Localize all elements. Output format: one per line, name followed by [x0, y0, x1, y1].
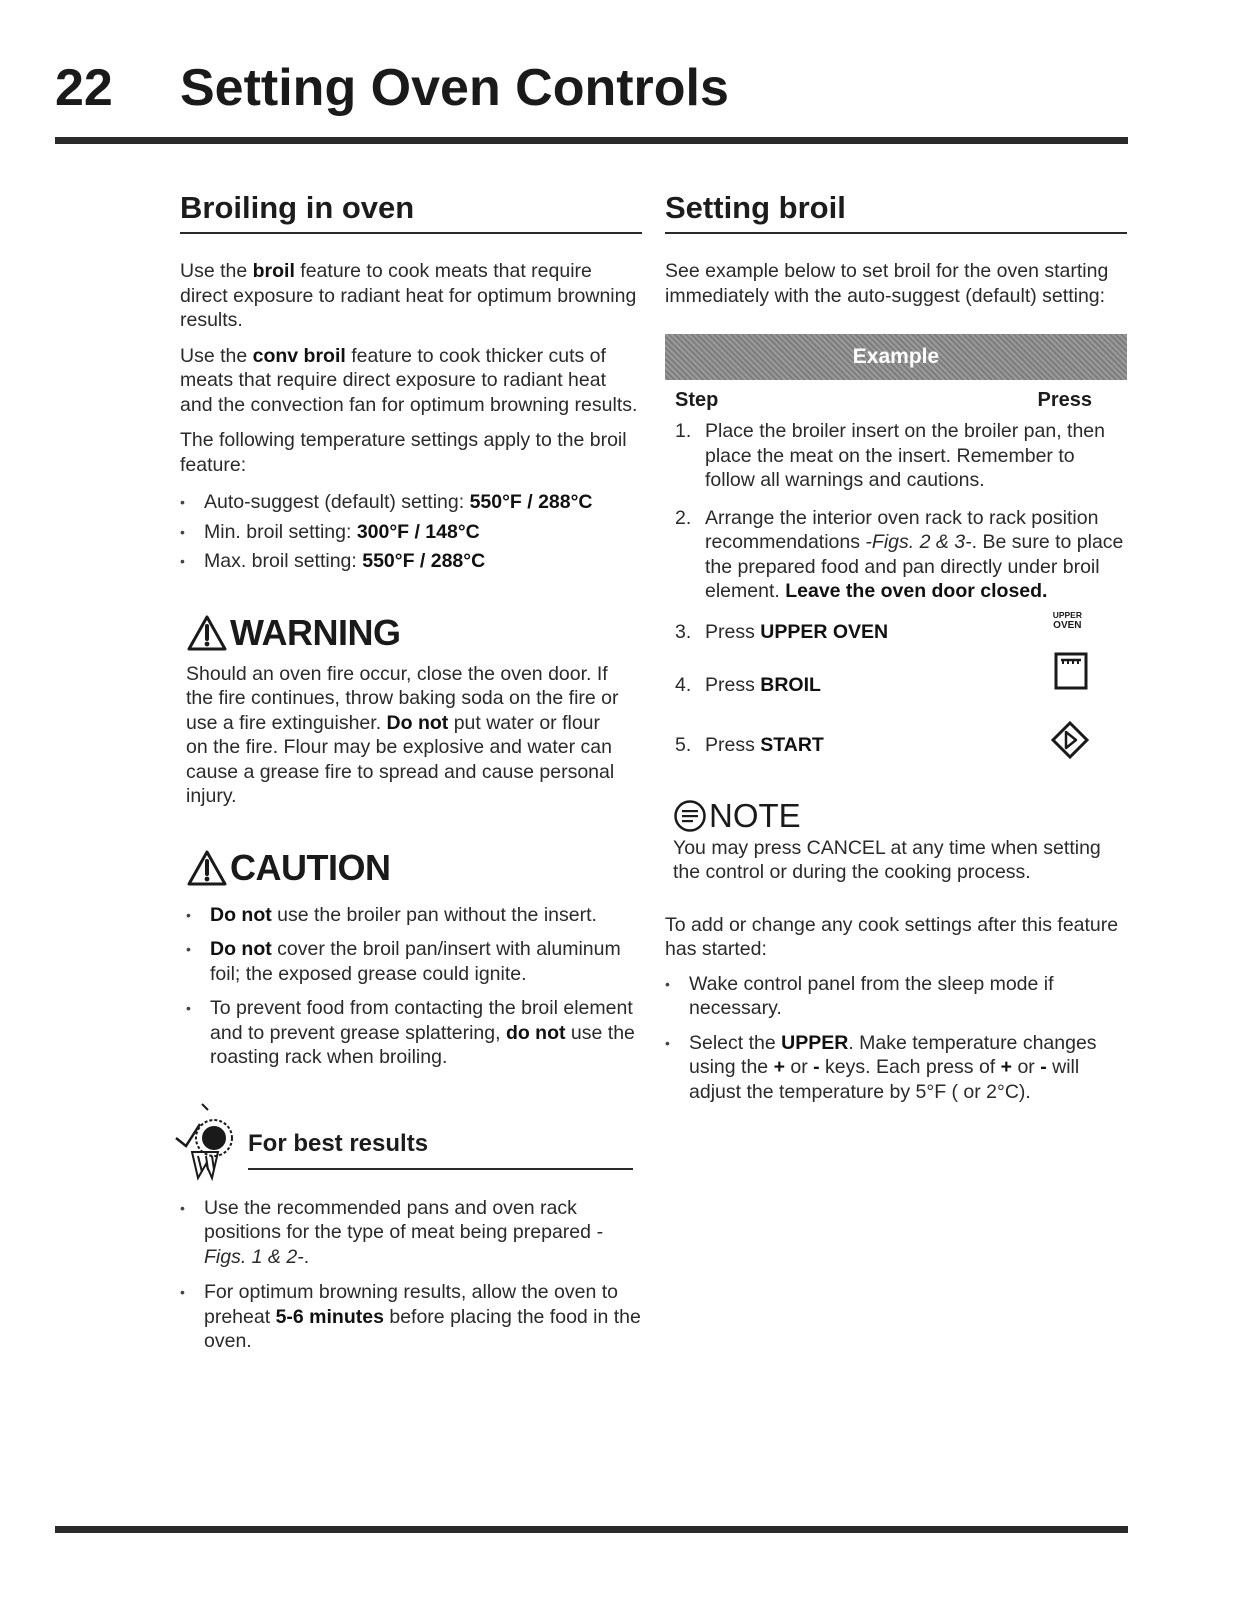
text-bold: Do not: [210, 903, 272, 926]
step-number: 5.: [675, 733, 692, 756]
minus-key: -: [813, 1056, 820, 1078]
step-text: Press: [705, 673, 761, 696]
step-text-bold: Leave the oven door closed.: [785, 580, 1048, 602]
text: Select the: [689, 1031, 782, 1054]
setting-broil-intro: See example below to set broil for the oven starting immediately with the auto-suggest (default) setting:: [665, 260, 1109, 307]
text: feature to cook meats that require direct exposure to radiant heat for optimum browning results.: [180, 260, 637, 331]
setting-value: 300°F / 148°C: [356, 520, 480, 543]
footer-rule: [55, 1526, 1128, 1533]
text-bold: UPPER: [781, 1031, 849, 1054]
text: Use the recommended pans and oven rack positions for the type of meat being prepared: [204, 1196, 597, 1243]
conv-broil-term: conv broil: [252, 344, 346, 367]
step-number: 4.: [675, 673, 692, 696]
temperature-settings-intro: The following temperature settings apply to the broil feature:: [180, 429, 627, 476]
text: Use the: [180, 260, 253, 282]
text: use the broiler pan without the insert.: [271, 903, 597, 926]
setting-label: Auto-suggest (default) setting:: [204, 491, 470, 513]
figure-reference: -Figs. 1 & 2-: [204, 1221, 603, 1268]
text: To prevent food from contacting the broil element and to prevent grease splattering,: [210, 997, 633, 1044]
page-number: 22: [55, 59, 113, 117]
note-title: [673, 797, 1127, 835]
press-column-header: Press: [1037, 389, 1092, 411]
caution-title: [186, 847, 636, 889]
text: . Make temperature changes using the: [689, 1031, 1097, 1078]
text: before placing the food in the oven.: [204, 1305, 641, 1352]
text: will adjust the temperature by 5°F ( or 2°C).: [689, 1056, 1080, 1103]
step-column-header: Step: [675, 389, 719, 411]
best-results-item: [180, 1280, 642, 1354]
caution-label: CAUTION: [230, 846, 391, 888]
right-column: [665, 190, 1127, 1104]
caution-item: [186, 903, 636, 928]
text: feature to cook thicker cuts of meats that require direct exposure to radiant heat and the convection fan for optimum browning results.: [180, 344, 638, 416]
step-number: 3.: [675, 620, 692, 643]
step-key-name: BROIL: [760, 673, 821, 696]
text: or: [1012, 1056, 1041, 1078]
caution-item: [186, 996, 636, 1070]
setting-value: 550°F / 288°C: [362, 550, 486, 572]
caution-box: [186, 847, 636, 1070]
step-text: Arrange the interior oven rack to rack position recommendations: [705, 506, 1099, 553]
left-column: [180, 190, 642, 1354]
upper-oven-key-icon: [1053, 610, 1082, 631]
after-start-list: [665, 972, 1127, 1105]
key-line: OVEN: [1053, 619, 1082, 631]
warning-label: WARNING: [230, 611, 401, 653]
step-text: . Be sure to place the prepared food and pan directly under broil element.: [705, 531, 1124, 602]
warning-title: [186, 612, 626, 654]
caution-item: [186, 937, 636, 986]
best-results-item: [180, 1196, 642, 1270]
best-results-title: For best results: [248, 1130, 633, 1170]
caution-list: [186, 903, 636, 1070]
text: Should an oven fire occur, close the oven door. If the fire continues, throw baking soda on the fire or use a fire extinguisher.: [186, 662, 619, 734]
temperature-settings-list: [180, 490, 642, 574]
text: use the roasting rack when broiling.: [210, 1021, 635, 1068]
warning-triangle-icon: [186, 614, 228, 652]
step-number: 1.: [675, 420, 692, 442]
header-rule: [55, 137, 1128, 144]
note-text: You may press CANCEL at any time when setting the control or during the cooking process.: [673, 836, 1101, 883]
setting-min: [180, 520, 642, 545]
conv-broil-paragraph: [180, 344, 642, 418]
note-label: NOTE: [709, 796, 801, 834]
text-bold: Do not: [386, 711, 449, 734]
example-header: Example: [665, 334, 1127, 380]
caution-triangle-icon: [186, 849, 228, 887]
ribbon-award-icon: [172, 1102, 242, 1187]
text: or: [784, 1056, 814, 1078]
text: put water or flour on the fire. Flour may be explosive and water can cause a grease fire to spread and cause personal injury.: [186, 711, 615, 807]
step-4: [665, 673, 1127, 701]
plus-key: +: [1000, 1056, 1013, 1078]
broiling-heading: Broiling in oven: [180, 190, 642, 234]
step-3: [665, 609, 1127, 648]
step-text: Place the broiler insert on the broiler pan, then place the meat on the insert. Remember to follow all warnings and cautions.: [705, 420, 1105, 491]
after-start-intro: To add or change any cook settings after this feature has started:: [665, 913, 1119, 960]
minus-key: -: [1040, 1056, 1047, 1078]
warning-box: [186, 612, 626, 809]
note-box: [665, 797, 1127, 885]
setting-label: Max. broil setting:: [204, 550, 363, 572]
setting-broil-heading: Setting broil: [665, 190, 1127, 234]
figure-reference: -Figs. 2 & 3-: [865, 531, 972, 553]
key-line: UPPER: [1052, 609, 1082, 620]
step-1: [665, 419, 1127, 493]
setting-value: 550°F / 288°C: [469, 491, 593, 513]
page-title: Setting Oven Controls: [180, 59, 729, 117]
plus-key: +: [773, 1056, 785, 1078]
step-table-header: [665, 389, 1127, 412]
setting-auto-suggest: [180, 490, 642, 515]
step-key-name: START: [760, 733, 824, 756]
text: Use the: [180, 344, 253, 367]
step-2: [665, 506, 1127, 604]
steps-list: [665, 419, 1127, 761]
warning-text: [186, 662, 626, 809]
step-key-name: UPPER OVEN: [760, 620, 889, 643]
step-number: 2.: [675, 506, 692, 529]
text: keys. Each press of: [819, 1056, 1001, 1078]
best-results-list: [180, 1196, 642, 1354]
step-5: [665, 733, 1127, 761]
step-text: Press: [705, 620, 761, 643]
broil-intro-paragraph: [180, 259, 642, 333]
text-bold: 5-6 minutes: [275, 1305, 384, 1328]
after-start-item: [665, 1031, 1127, 1105]
step-text: Press: [705, 733, 761, 756]
broil-key-icon: [1053, 651, 1089, 698]
note-icon: [673, 799, 707, 833]
best-results-header: [180, 1102, 642, 1186]
broil-term: broil: [252, 260, 295, 282]
text: For optimum browning results, allow the oven to preheat: [204, 1281, 619, 1328]
text-bold: Do not: [210, 938, 272, 960]
after-start-item: • Wake control panel from the sleep mode if necessary.: [665, 972, 1127, 1021]
setting-max: [180, 549, 642, 574]
start-key-icon: [1051, 721, 1089, 766]
text: cover the broil pan/insert with aluminum foil; the exposed grease could ignite.: [210, 938, 621, 985]
setting-label: Min. broil setting:: [204, 520, 357, 543]
text: .: [303, 1245, 310, 1268]
text-bold: do not: [505, 1021, 566, 1044]
